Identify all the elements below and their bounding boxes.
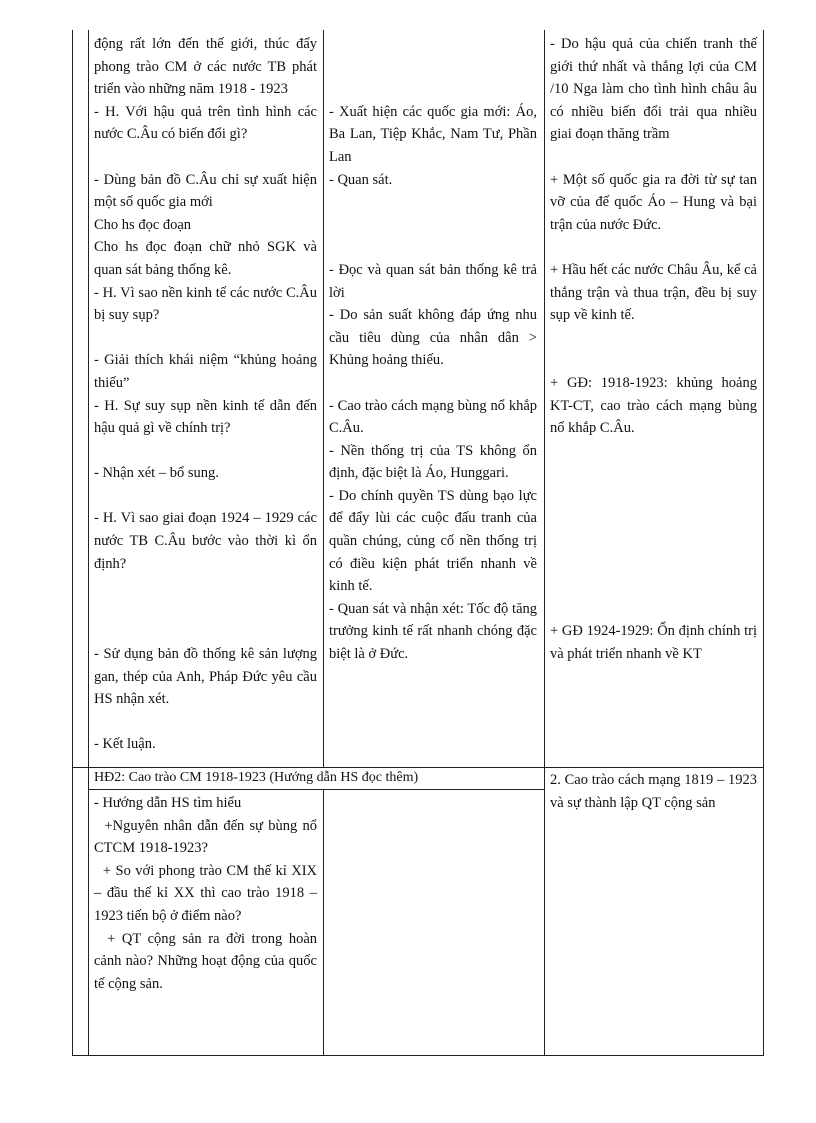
blank-line (550, 553, 757, 576)
blank-line (329, 214, 537, 237)
paragraph: - Do hậu quả của chiến tranh thế giới thứ nhất và thắng lợi của CM /10 Nga làm cho tình hình châu âu có nhiều biến đổi trải qua nhiều giai đoạn thăng trầm (550, 36, 757, 143)
blank-line (329, 191, 537, 214)
blank-line (94, 440, 317, 463)
paragraph: - Xuất hiện các quốc gia mới: Áo, Ba Lan, Tiệp Khắc, Nam Tư, Phần Lan (329, 103, 537, 165)
blank-line (329, 56, 537, 79)
paragraph: - Dùng bản đồ C.Âu chỉ sự xuất hiện một số quốc gia mới (94, 171, 317, 211)
paragraph: - Quan sát. (329, 171, 393, 188)
paragraph: + So với phong trào CM thế kỉ XIX – đầu thế kỉ XX thì cao trào 1918 – 1923 tiến bộ ở điểm nào? (94, 862, 321, 924)
blank-line (550, 327, 757, 350)
blank-line (550, 146, 757, 169)
blank-line (550, 236, 757, 259)
paragraph: Cho hs đọc đoạn (94, 216, 192, 233)
section-title: 2. Cao trào cách mạng 1819 – 1923 và sự thành lập QT cộng sản (550, 772, 757, 811)
paragraph: - Quan sát và nhận xét: Tốc độ tăng trưởng kinh tế rất nhanh chóng đặc biệt là ở Đức. (329, 600, 537, 663)
section-title-cell (550, 769, 757, 814)
blank-line (329, 236, 537, 259)
teacher-guidance-cell (94, 792, 321, 995)
column-divider-teacher-student (323, 30, 324, 768)
blank-line (550, 349, 757, 372)
paragraph: - Cao trào cách mạng bùng nổ khắp C.Âu. (329, 397, 537, 437)
paragraph: - H. Sự suy sụp nền kinh tế dẫn đến hậu quả gì về chính trị? (94, 397, 317, 437)
blank-line (94, 485, 317, 508)
paragraph: - Do sản suất không đáp ứng nhu cầu tiêu dùng của nhân dân > Khủng hoảng thiếu. (329, 307, 537, 369)
teacher-activity-cell (94, 33, 317, 756)
table-right-border (763, 30, 764, 1056)
paragraph: +Nguyên nhân dẫn đến sự bùng nổ CTCM 1918-1923? (94, 817, 321, 857)
paragraph: + Hầu hết các nước Châu Âu, kể cả thắng trận và thua trận, đều bị suy sụp về kinh tế. (550, 261, 757, 324)
blank-line (94, 598, 317, 621)
paragraph: + QT cộng sản ra đời trong hoàn cảnh nào? Những hoạt động của quốc tế cộng sản. (94, 930, 321, 992)
activity-heading: HĐ2: Cao trào CM 1918-1923 (Hướng dẫn HS đọc thêm) (94, 770, 419, 785)
blank-line (329, 372, 537, 395)
paragraph: + GĐ: 1918-1923: khủng hoảng KT-CT, cao trào cách mạng bùng nổ khắp C.Âu. (550, 374, 757, 437)
paragraph: + GĐ 1924-1929: Ổn định chính trị và phát triển nhanh về KT (550, 623, 757, 663)
paragraph: - Nhận xét – bổ sung. (94, 465, 219, 482)
paragraph: Cho hs đọc đoạn chữ nhỏ SGK và quan sát bảng thống kê. (94, 239, 317, 278)
blank-line (550, 440, 757, 463)
blank-line (550, 575, 757, 598)
paragraph: động rất lớn đến thế giới, thúc đẩy phong trào CM ở các nước TB phát triển vào những năm 1918 - 1923 (94, 36, 317, 98)
paragraph: - Nền thống trị của TS không ổn định, đặc biệt là Áo, Hunggari. (329, 442, 537, 482)
blank-line (94, 620, 317, 643)
blank-line (550, 485, 757, 508)
paragraph: - Sử dụng bản đồ thống kê sản lượng gan, thép của Anh, Pháp Đức yêu cầu HS nhận xét. (94, 646, 317, 708)
table-bottom-border (72, 1055, 764, 1056)
paragraph: - H. Vì sao giai đoạn 1924 – 1929 các nước TB C.Âu bước vào thời kì ổn định? (94, 510, 317, 572)
column-divider-content (544, 30, 545, 1056)
blank-line (550, 598, 757, 621)
blank-line (550, 507, 757, 530)
paragraph: - Do chính quyền TS dùng bạo lực để đẩy lùi các cuộc đấu tranh của quần chúng, củng cố nền thống trị có điều kiện phát triển nhanh về kinh tế. (329, 487, 537, 595)
student-activity-cell (329, 33, 537, 666)
paragraph: + Một số quốc gia ra đời từ sự tan vỡ của đế quốc Áo – Hung và bại trận của nước Đức. (550, 171, 757, 233)
table-inner-left-border (88, 30, 89, 1056)
heading-underline (88, 789, 545, 790)
paragraph: - Đọc và quan sát bản thống kê trả lời (329, 261, 537, 301)
blank-line (94, 146, 317, 169)
blank-line (94, 575, 317, 598)
blank-line (94, 327, 317, 350)
paragraph: - H. Vì sao nền kinh tế các nước C.Âu bị suy sụp? (94, 284, 317, 324)
paragraph: - Hướng dẫn HS tìm hiểu (94, 795, 242, 811)
blank-line (550, 530, 757, 553)
column-divider-row2-blank (323, 789, 324, 1056)
table-left-border (72, 30, 73, 1056)
blank-line (329, 78, 537, 101)
paragraph: - Kết luận. (94, 736, 156, 753)
lesson-content-cell (550, 33, 757, 666)
blank-line (94, 711, 317, 734)
blank-line (550, 462, 757, 485)
paragraph: - H. Với hậu quả trên tình hình các nước C.Âu có biến đổi gì? (94, 103, 317, 143)
paragraph: - Giải thích khái niệm “khủng hoảng thiếu” (94, 352, 317, 391)
blank-line (329, 33, 537, 56)
